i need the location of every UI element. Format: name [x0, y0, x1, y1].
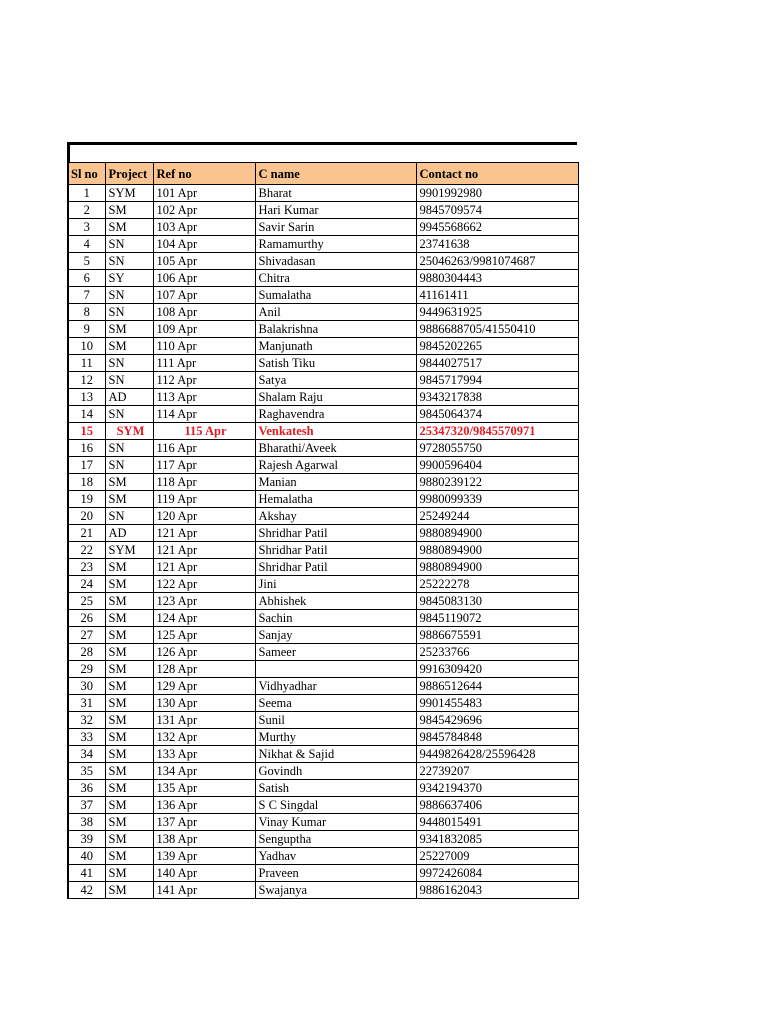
cell-ref-no[interactable]: 119 Apr [153, 491, 255, 508]
cell-c-name[interactable]: S C Singdal [255, 797, 416, 814]
cell-c-name[interactable]: Satish [255, 780, 416, 797]
cell-c-name[interactable]: Bharathi/Aveek [255, 440, 416, 457]
table-row [68, 202, 578, 219]
cell-ref-no[interactable]: 123 Apr [153, 593, 255, 610]
table-row [68, 406, 578, 423]
cell-sl-no[interactable]: 27 [68, 627, 105, 644]
cell-contact-no[interactable]: 9449826428/25596428 [416, 746, 578, 763]
cell-c-name[interactable]: Manjunath [255, 338, 416, 355]
cell-project[interactable]: SM [105, 678, 153, 695]
cell-contact-no[interactable]: 9341832085 [416, 831, 578, 848]
cell-ref-no[interactable]: 134 Apr [153, 763, 255, 780]
cell-project[interactable]: SM [105, 814, 153, 831]
cell-project[interactable]: SN [105, 304, 153, 321]
cell-sl-no[interactable]: 12 [68, 372, 105, 389]
cell-project[interactable]: SM [105, 729, 153, 746]
cell-c-name[interactable]: Akshay [255, 508, 416, 525]
cell-c-name[interactable]: Satya [255, 372, 416, 389]
cell-c-name[interactable]: Venkatesh [255, 423, 416, 440]
cell-contact-no[interactable]: 9900596404 [416, 457, 578, 474]
cell-c-name[interactable]: Hemalatha [255, 491, 416, 508]
cell-sl-no[interactable]: 16 [68, 440, 105, 457]
cell-project[interactable]: SM [105, 695, 153, 712]
cell-ref-no[interactable]: 129 Apr [153, 678, 255, 695]
table-row [68, 695, 578, 712]
cell-sl-no[interactable]: 14 [68, 406, 105, 423]
cell-c-name[interactable]: Vinay Kumar [255, 814, 416, 831]
cell-ref-no[interactable]: 121 Apr [153, 559, 255, 576]
cell-c-name[interactable]: Yadhav [255, 848, 416, 865]
cell-c-name[interactable]: Abhishek [255, 593, 416, 610]
sheet-top-border [67, 142, 577, 162]
table-row [68, 270, 578, 287]
col-header-c-name[interactable]: C name [255, 163, 416, 185]
cell-sl-no[interactable]: 23 [68, 559, 105, 576]
cell-project[interactable]: SM [105, 593, 153, 610]
table-row [68, 542, 578, 559]
cell-contact-no[interactable]: 9901455483 [416, 695, 578, 712]
cell-project[interactable]: SM [105, 848, 153, 865]
cell-sl-no[interactable]: 6 [68, 270, 105, 287]
cell-sl-no[interactable]: 32 [68, 712, 105, 729]
cell-project[interactable]: SN [105, 236, 153, 253]
cell-ref-no[interactable]: 121 Apr [153, 542, 255, 559]
cell-c-name[interactable]: Govindh [255, 763, 416, 780]
spreadsheet [67, 142, 577, 899]
cell-contact-no[interactable]: 9886162043 [416, 882, 578, 899]
cell-ref-no[interactable]: 121 Apr [153, 525, 255, 542]
cell-c-name[interactable]: Shivadasan [255, 253, 416, 270]
table-row [68, 287, 578, 304]
cell-sl-no[interactable]: 36 [68, 780, 105, 797]
cell-c-name[interactable]: Manian [255, 474, 416, 491]
cell-contact-no[interactable]: 25046263/9981074687 [416, 253, 578, 270]
cell-contact-no[interactable]: 9880894900 [416, 559, 578, 576]
table-row [68, 729, 578, 746]
cell-project[interactable]: SM [105, 219, 153, 236]
cell-c-name[interactable]: Shalam Raju [255, 389, 416, 406]
cell-ref-no[interactable]: 126 Apr [153, 644, 255, 661]
table-row [68, 814, 578, 831]
cell-c-name[interactable]: Hari Kumar [255, 202, 416, 219]
table-row [68, 848, 578, 865]
cell-project[interactable]: SN [105, 355, 153, 372]
cell-ref-no[interactable]: 107 Apr [153, 287, 255, 304]
customer-table [67, 162, 579, 899]
cell-c-name[interactable]: Shridhar Patil [255, 525, 416, 542]
cell-ref-no[interactable]: 124 Apr [153, 610, 255, 627]
cell-sl-no[interactable]: 4 [68, 236, 105, 253]
cell-contact-no[interactable]: 9845083130 [416, 593, 578, 610]
cell-project[interactable]: SN [105, 508, 153, 525]
cell-ref-no[interactable]: 135 Apr [153, 780, 255, 797]
cell-project[interactable]: SM [105, 797, 153, 814]
cell-sl-no[interactable]: 37 [68, 797, 105, 814]
cell-project[interactable]: SM [105, 763, 153, 780]
cell-sl-no[interactable]: 35 [68, 763, 105, 780]
cell-contact-no[interactable]: 22739207 [416, 763, 578, 780]
table-row [68, 236, 578, 253]
cell-c-name[interactable]: Savir Sarin [255, 219, 416, 236]
cell-ref-no[interactable]: 136 Apr [153, 797, 255, 814]
cell-project[interactable]: SYM [105, 185, 153, 202]
cell-sl-no[interactable]: 5 [68, 253, 105, 270]
cell-ref-no[interactable]: 140 Apr [153, 865, 255, 882]
table-row [68, 253, 578, 270]
table-row [68, 746, 578, 763]
cell-sl-no[interactable]: 20 [68, 508, 105, 525]
cell-ref-no[interactable]: 128 Apr [153, 661, 255, 678]
cell-c-name[interactable]: Bharat [255, 185, 416, 202]
cell-ref-no[interactable]: 111 Apr [153, 355, 255, 372]
cell-project[interactable]: SM [105, 627, 153, 644]
cell-c-name[interactable]: Ramamurthy [255, 236, 416, 253]
cell-contact-no[interactable]: 9886512644 [416, 678, 578, 695]
cell-ref-no[interactable]: 102 Apr [153, 202, 255, 219]
table-row [68, 474, 578, 491]
cell-c-name[interactable]: Sanjay [255, 627, 416, 644]
cell-project[interactable]: AD [105, 389, 153, 406]
cell-ref-no[interactable]: 116 Apr [153, 440, 255, 457]
cell-c-name[interactable]: Rajesh Agarwal [255, 457, 416, 474]
table-row [68, 304, 578, 321]
cell-contact-no[interactable]: 9886637406 [416, 797, 578, 814]
cell-c-name[interactable]: Satish Tiku [255, 355, 416, 372]
cell-sl-no[interactable]: 22 [68, 542, 105, 559]
cell-contact-no[interactable]: 9845064374 [416, 406, 578, 423]
cell-ref-no[interactable]: 110 Apr [153, 338, 255, 355]
cell-contact-no[interactable]: 9845709574 [416, 202, 578, 219]
cell-ref-no[interactable]: 118 Apr [153, 474, 255, 491]
cell-contact-no[interactable]: 9449631925 [416, 304, 578, 321]
cell-c-name[interactable]: Shridhar Patil [255, 559, 416, 576]
cell-c-name[interactable] [255, 661, 416, 678]
cell-project[interactable]: SY [105, 270, 153, 287]
cell-project[interactable]: SN [105, 440, 153, 457]
cell-project[interactable]: SYM [105, 542, 153, 559]
cell-contact-no[interactable]: 41161411 [416, 287, 578, 304]
cell-c-name[interactable]: Senguptha [255, 831, 416, 848]
cell-sl-no[interactable]: 3 [68, 219, 105, 236]
cell-project[interactable]: SM [105, 474, 153, 491]
cell-contact-no[interactable]: 9845429696 [416, 712, 578, 729]
cell-project[interactable]: SM [105, 610, 153, 627]
cell-c-name[interactable]: Vidhyadhar [255, 678, 416, 695]
cell-project[interactable]: SM [105, 576, 153, 593]
cell-ref-no[interactable]: 112 Apr [153, 372, 255, 389]
cell-contact-no[interactable]: 23741638 [416, 236, 578, 253]
table-row [68, 338, 578, 355]
cell-sl-no[interactable]: 39 [68, 831, 105, 848]
cell-sl-no[interactable]: 15 [68, 423, 105, 440]
cell-ref-no[interactable]: 137 Apr [153, 814, 255, 831]
cell-project[interactable]: SM [105, 882, 153, 899]
table-row [68, 712, 578, 729]
table-row [68, 525, 578, 542]
cell-sl-no[interactable]: 11 [68, 355, 105, 372]
cell-sl-no[interactable]: 28 [68, 644, 105, 661]
table-row [68, 457, 578, 474]
table-row [68, 219, 578, 236]
cell-ref-no[interactable]: 132 Apr [153, 729, 255, 746]
cell-ref-no[interactable]: 109 Apr [153, 321, 255, 338]
table-row [68, 355, 578, 372]
cell-contact-no[interactable]: 9448015491 [416, 814, 578, 831]
cell-sl-no[interactable]: 42 [68, 882, 105, 899]
cell-project[interactable]: SM [105, 491, 153, 508]
cell-sl-no[interactable]: 26 [68, 610, 105, 627]
cell-contact-no[interactable]: 9343217838 [416, 389, 578, 406]
cell-c-name[interactable]: Seema [255, 695, 416, 712]
cell-contact-no[interactable]: 9886675591 [416, 627, 578, 644]
cell-project[interactable]: SM [105, 712, 153, 729]
cell-sl-no[interactable]: 24 [68, 576, 105, 593]
table-row [68, 508, 578, 525]
cell-contact-no[interactable]: 9844027517 [416, 355, 578, 372]
table-row [68, 763, 578, 780]
cell-project[interactable]: SN [105, 372, 153, 389]
cell-contact-no[interactable]: 9845119072 [416, 610, 578, 627]
cell-sl-no[interactable]: 8 [68, 304, 105, 321]
cell-ref-no[interactable]: 115 Apr [153, 423, 255, 440]
cell-ref-no[interactable]: 130 Apr [153, 695, 255, 712]
cell-contact-no[interactable]: 9845202265 [416, 338, 578, 355]
cell-c-name[interactable]: Raghavendra [255, 406, 416, 423]
cell-c-name[interactable]: Sunil [255, 712, 416, 729]
cell-sl-no[interactable]: 7 [68, 287, 105, 304]
cell-ref-no[interactable]: 139 Apr [153, 848, 255, 865]
cell-ref-no[interactable]: 122 Apr [153, 576, 255, 593]
cell-sl-no[interactable]: 31 [68, 695, 105, 712]
table-row [68, 780, 578, 797]
cell-project[interactable]: SM [105, 338, 153, 355]
cell-sl-no[interactable]: 18 [68, 474, 105, 491]
cell-sl-no[interactable]: 10 [68, 338, 105, 355]
cell-contact-no[interactable]: 9901992980 [416, 185, 578, 202]
table-row [68, 576, 578, 593]
cell-sl-no[interactable]: 19 [68, 491, 105, 508]
cell-c-name[interactable]: Jini [255, 576, 416, 593]
cell-contact-no[interactable]: 9980099339 [416, 491, 578, 508]
cell-project[interactable]: SM [105, 831, 153, 848]
cell-ref-no[interactable]: 101 Apr [153, 185, 255, 202]
cell-contact-no[interactable]: 9972426084 [416, 865, 578, 882]
cell-sl-no[interactable]: 9 [68, 321, 105, 338]
cell-project[interactable]: SM [105, 780, 153, 797]
cell-project[interactable]: SN [105, 253, 153, 270]
cell-ref-no[interactable]: 133 Apr [153, 746, 255, 763]
cell-sl-no[interactable]: 13 [68, 389, 105, 406]
cell-sl-no[interactable]: 38 [68, 814, 105, 831]
table-row [68, 661, 578, 678]
cell-ref-no[interactable]: 117 Apr [153, 457, 255, 474]
table-row [68, 831, 578, 848]
table-row [68, 593, 578, 610]
cell-contact-no[interactable]: 25249244 [416, 508, 578, 525]
cell-sl-no[interactable]: 34 [68, 746, 105, 763]
cell-project[interactable]: SM [105, 644, 153, 661]
table-row [68, 185, 578, 202]
cell-c-name[interactable]: Nikhat & Sajid [255, 746, 416, 763]
cell-c-name[interactable]: Sachin [255, 610, 416, 627]
cell-project[interactable]: SYM [105, 423, 153, 440]
cell-c-name[interactable]: Murthy [255, 729, 416, 746]
cell-sl-no[interactable]: 29 [68, 661, 105, 678]
cell-contact-no[interactable]: 25233766 [416, 644, 578, 661]
cell-project[interactable]: SM [105, 865, 153, 882]
cell-sl-no[interactable]: 2 [68, 202, 105, 219]
cell-ref-no[interactable]: 120 Apr [153, 508, 255, 525]
cell-contact-no[interactable]: 9880304443 [416, 270, 578, 287]
cell-c-name[interactable]: Sumalatha [255, 287, 416, 304]
cell-c-name[interactable]: Chitra [255, 270, 416, 287]
cell-project[interactable]: AD [105, 525, 153, 542]
cell-sl-no[interactable]: 17 [68, 457, 105, 474]
cell-ref-no[interactable]: 141 Apr [153, 882, 255, 899]
cell-ref-no[interactable]: 106 Apr [153, 270, 255, 287]
cell-sl-no[interactable]: 33 [68, 729, 105, 746]
cell-contact-no[interactable]: 25222278 [416, 576, 578, 593]
cell-c-name[interactable]: Swajanya [255, 882, 416, 899]
col-header-project[interactable]: Project [105, 163, 153, 185]
table-row [68, 610, 578, 627]
table-row [68, 559, 578, 576]
table-row [68, 372, 578, 389]
cell-contact-no[interactable]: 9880239122 [416, 474, 578, 491]
cell-c-name[interactable]: Balakrishna [255, 321, 416, 338]
cell-contact-no[interactable]: 9945568662 [416, 219, 578, 236]
table-row [68, 389, 578, 406]
cell-c-name[interactable]: Sameer [255, 644, 416, 661]
table-row [68, 678, 578, 695]
table-body [68, 185, 578, 899]
cell-ref-no[interactable]: 103 Apr [153, 219, 255, 236]
cell-contact-no[interactable]: 9845784848 [416, 729, 578, 746]
cell-contact-no[interactable]: 25227009 [416, 848, 578, 865]
table-row [68, 627, 578, 644]
table-row [68, 423, 578, 440]
table-row [68, 865, 578, 882]
cell-contact-no[interactable]: 9916309420 [416, 661, 578, 678]
table-row [68, 491, 578, 508]
header-row [68, 163, 578, 185]
cell-project[interactable]: SM [105, 661, 153, 678]
cell-project[interactable]: SM [105, 202, 153, 219]
table-row [68, 797, 578, 814]
cell-ref-no[interactable]: 113 Apr [153, 389, 255, 406]
cell-c-name[interactable]: Anil [255, 304, 416, 321]
table-row [68, 882, 578, 899]
cell-ref-no[interactable]: 105 Apr [153, 253, 255, 270]
cell-contact-no[interactable]: 9880894900 [416, 525, 578, 542]
cell-c-name[interactable]: Praveen [255, 865, 416, 882]
cell-contact-no[interactable]: 9342194370 [416, 780, 578, 797]
cell-ref-no[interactable]: 125 Apr [153, 627, 255, 644]
cell-ref-no[interactable]: 108 Apr [153, 304, 255, 321]
cell-ref-no[interactable]: 138 Apr [153, 831, 255, 848]
cell-contact-no[interactable]: 9845717994 [416, 372, 578, 389]
cell-sl-no[interactable]: 30 [68, 678, 105, 695]
cell-ref-no[interactable]: 114 Apr [153, 406, 255, 423]
table-row [68, 644, 578, 661]
cell-sl-no[interactable]: 41 [68, 865, 105, 882]
col-header-sl-no[interactable]: Sl no [68, 163, 105, 185]
cell-c-name[interactable]: Shridhar Patil [255, 542, 416, 559]
cell-sl-no[interactable]: 21 [68, 525, 105, 542]
cell-ref-no[interactable]: 104 Apr [153, 236, 255, 253]
table-row [68, 440, 578, 457]
cell-contact-no[interactable]: 9886688705/41550410 [416, 321, 578, 338]
cell-project[interactable]: SM [105, 746, 153, 763]
cell-contact-no[interactable]: 9728055750 [416, 440, 578, 457]
col-header-ref-no[interactable]: Ref no [153, 163, 255, 185]
cell-project[interactable]: SN [105, 287, 153, 304]
cell-project[interactable]: SN [105, 457, 153, 474]
cell-ref-no[interactable]: 131 Apr [153, 712, 255, 729]
cell-contact-no[interactable]: 25347320/9845570971 [416, 423, 578, 440]
cell-sl-no[interactable]: 25 [68, 593, 105, 610]
cell-project[interactable]: SM [105, 559, 153, 576]
cell-contact-no[interactable]: 9880894900 [416, 542, 578, 559]
cell-sl-no[interactable]: 1 [68, 185, 105, 202]
cell-project[interactable]: SN [105, 406, 153, 423]
col-header-contact-no[interactable]: Contact no [416, 163, 578, 185]
cell-project[interactable]: SM [105, 321, 153, 338]
table-row [68, 321, 578, 338]
cell-sl-no[interactable]: 40 [68, 848, 105, 865]
